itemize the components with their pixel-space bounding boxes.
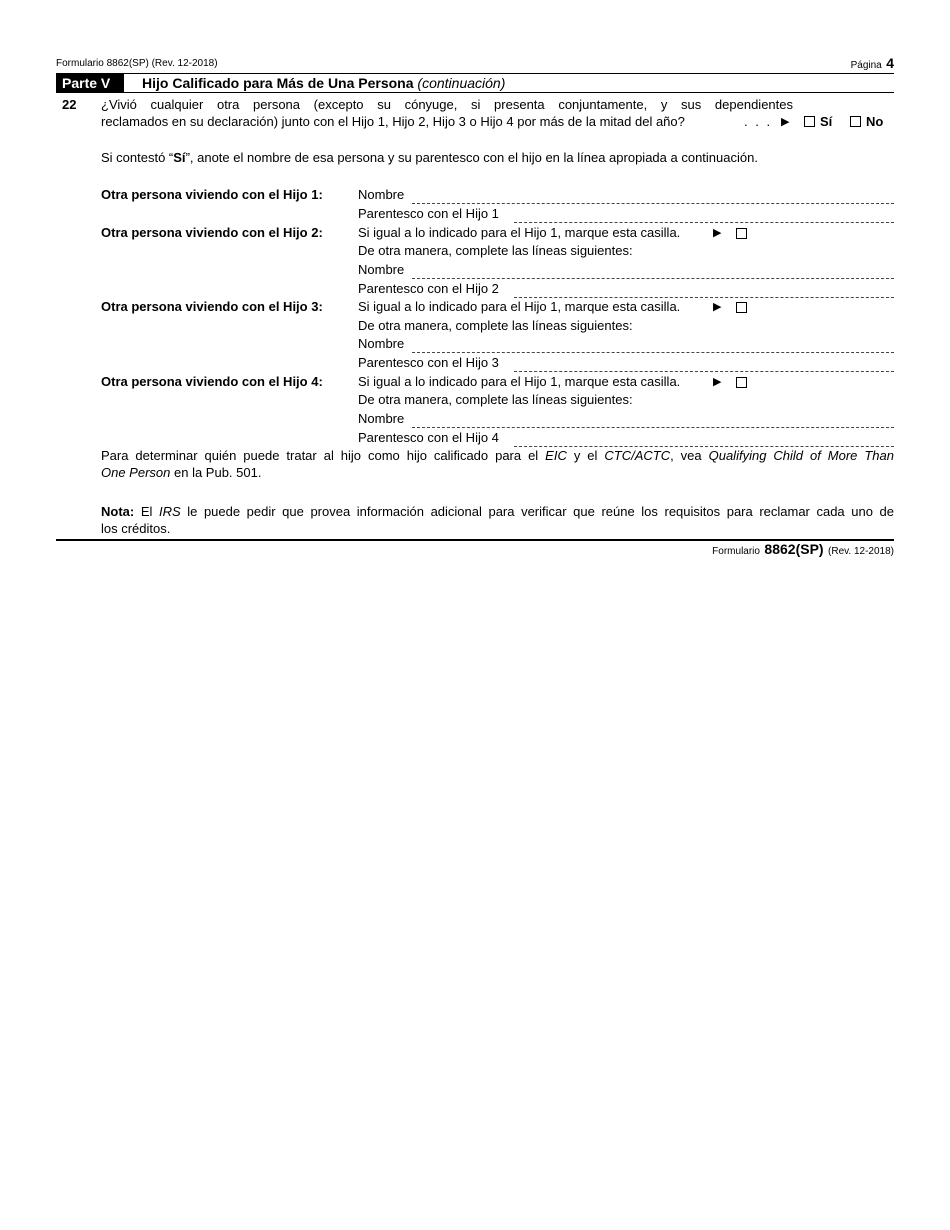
part-title-suffix: (continuación) xyxy=(417,75,506,91)
child-3-name-label: Nombre xyxy=(358,336,405,351)
determine-pub-title-2: One Person xyxy=(101,465,171,480)
part-bottom-rule xyxy=(56,92,894,93)
no-label: No xyxy=(866,114,884,129)
child-2-label: Otra persona viviendo con el Hijo 2: xyxy=(101,225,323,240)
line-22-leader-dots: . . . xyxy=(744,114,773,129)
child-4-otherwise-text: De otra manera, complete las líneas siguientes: xyxy=(358,392,633,407)
child-1-name-field[interactable] xyxy=(412,203,894,204)
yes-checkbox[interactable] xyxy=(804,116,815,127)
instruction-bold: Sí xyxy=(173,150,186,165)
determine-line1 xyxy=(101,447,894,465)
arrow-right-icon: ▶ xyxy=(713,227,722,239)
child-4-name-label: Nombre xyxy=(358,411,405,426)
footer-rev: (Rev. 12-2018) xyxy=(828,546,894,557)
child-2-same-text: Si igual a lo indicado para el Hijo 1, marque esta casilla. xyxy=(358,225,681,240)
arrow-right-icon: ▶ xyxy=(781,116,790,128)
instruction-post: ”, anote el nombre de esa persona y su parentesco con el hijo en la línea apropiada a continuación. xyxy=(185,150,758,165)
child-1-relation-label: Parentesco con el Hijo 1 xyxy=(358,206,499,221)
arrow-right-icon: ▶ xyxy=(713,301,722,313)
page-number: 4 xyxy=(886,55,894,71)
determine-text-2: y el xyxy=(573,448,598,463)
child-4-name-field[interactable] xyxy=(412,427,894,428)
note-irs: IRS xyxy=(158,504,181,519)
determine-pub-title-1: Qualifying Child of More Than xyxy=(708,448,894,463)
child-3-otherwise-text: De otra manera, complete las líneas siguientes: xyxy=(358,318,633,333)
footer-form-number: 8862(SP) xyxy=(764,541,824,557)
page-indicator xyxy=(851,55,894,73)
page-label: Página xyxy=(850,60,882,71)
part-title-main: Hijo Calificado para Más de Una Persona xyxy=(142,75,414,91)
no-checkbox[interactable] xyxy=(850,116,861,127)
child-4-same-checkbox[interactable] xyxy=(736,377,747,388)
note-text-2: le puede pedir que provea información adicional para verificar que reúne los requisitos para reclamar cada uno de xyxy=(187,504,894,519)
child-4-label: Otra persona viviendo con el Hijo 4: xyxy=(101,374,323,389)
determine-text-1: Para determinar quién puede tratar al hijo como hijo calificado para el xyxy=(101,448,539,463)
child-2-same-checkbox[interactable] xyxy=(736,228,747,239)
footer-form-word: Formulario xyxy=(712,546,760,557)
line-22-question-line2: reclamados en su declaración) junto con el Hijo 1, Hijo 2, Hijo 3 o Hijo 4 por más de la mitad del año? xyxy=(101,114,685,129)
child-3-same-text: Si igual a lo indicado para el Hijo 1, marque esta casilla. xyxy=(358,299,681,314)
determine-ctc: CTC/ACTC xyxy=(604,448,671,463)
note-text-1: El xyxy=(140,504,153,519)
part-title xyxy=(142,74,505,92)
line-22-question-line1: ¿Vivió cualquier otra persona (excepto su cónyuge, si presenta conjuntamente, y sus dependientes xyxy=(101,97,793,112)
determine-eic: EIC xyxy=(545,448,567,463)
child-3-same-checkbox[interactable] xyxy=(736,302,747,313)
note-line2: los créditos. xyxy=(101,521,171,536)
determine-text-4: en la Pub. 501. xyxy=(174,465,262,480)
form-id-header: Formulario 8862(SP) (Rev. 12-2018) xyxy=(56,58,218,69)
arrow-right-icon: ▶ xyxy=(713,376,722,388)
note-label: Nota: xyxy=(101,504,135,519)
child-1-relation-field[interactable] xyxy=(514,222,894,223)
part-label: Parte V xyxy=(56,74,124,92)
child-2-name-field[interactable] xyxy=(412,278,894,279)
child-4-same-text: Si igual a lo indicado para el Hijo 1, marque esta casilla. xyxy=(358,374,681,389)
child-4-relation-label: Parentesco con el Hijo 4 xyxy=(358,430,499,445)
child-2-otherwise-text: De otra manera, complete las líneas siguientes: xyxy=(358,243,633,258)
determine-text-3: , vea xyxy=(670,448,702,463)
child-3-name-field[interactable] xyxy=(412,352,894,353)
footer-form-id xyxy=(712,541,894,559)
yes-instruction xyxy=(101,149,758,167)
child-2-name-label: Nombre xyxy=(358,262,405,277)
child-3-relation-label: Parentesco con el Hijo 3 xyxy=(358,355,499,370)
instruction-pre: Si contestó “ xyxy=(101,150,174,165)
child-3-label: Otra persona viviendo con el Hijo 3: xyxy=(101,299,323,314)
child-1-label: Otra persona viviendo con el Hijo 1: xyxy=(101,187,323,202)
child-1-name-label: Nombre xyxy=(358,187,405,202)
line-22-number: 22 xyxy=(62,97,77,112)
determine-line2 xyxy=(101,464,261,482)
child-3-relation-field[interactable] xyxy=(514,371,894,372)
child-2-relation-label: Parentesco con el Hijo 2 xyxy=(358,281,499,296)
note-line1 xyxy=(101,503,894,521)
yes-label: Sí xyxy=(820,114,833,129)
